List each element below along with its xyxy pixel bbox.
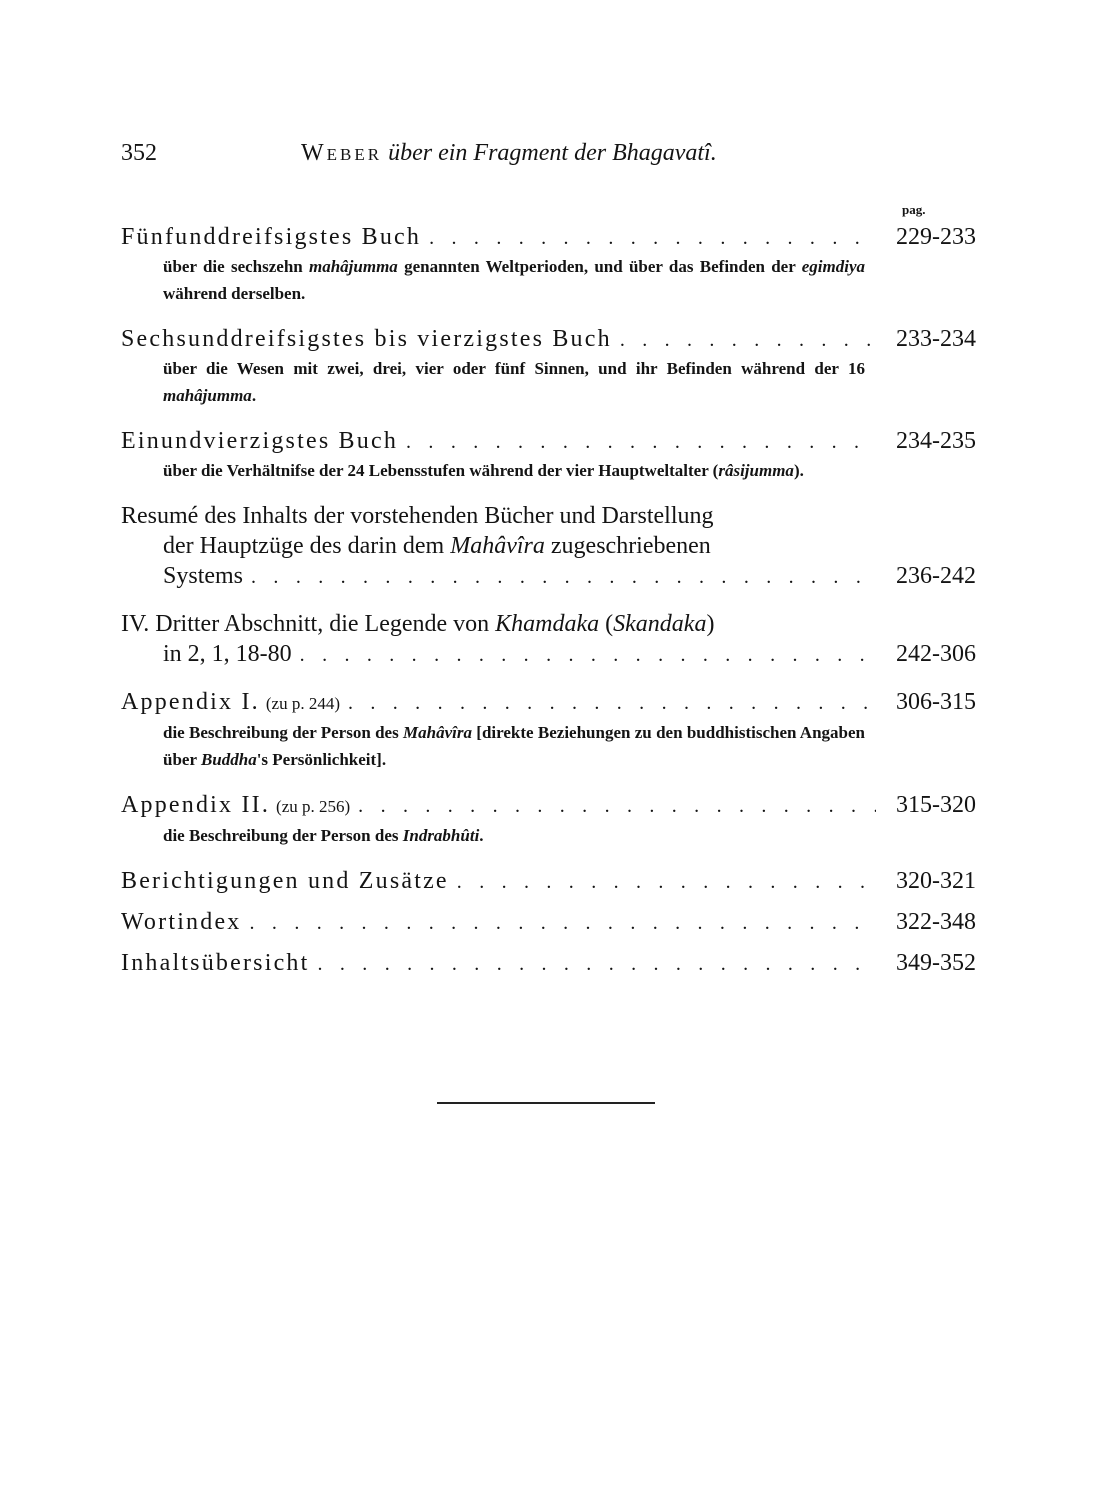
- toc-entry-title: Inhaltsübersicht: [121, 950, 310, 976]
- toc-entry-pages: 234-235: [896, 428, 976, 454]
- toc-entry-pages: 229-233: [896, 224, 976, 250]
- leader-dots: [348, 688, 876, 718]
- toc-entry-title: Appendix II. (zu p. 256): [121, 792, 351, 818]
- toc-entry: [121, 866, 976, 897]
- toc-entry: [121, 222, 976, 307]
- toc-entry-pages: 236-242: [896, 563, 976, 589]
- toc-entry-note: (zu p. 244): [265, 694, 340, 713]
- page-header: [121, 140, 981, 174]
- toc-entry-pages: 320-321: [896, 868, 976, 894]
- toc-entry: [121, 426, 976, 484]
- leader-dots: [251, 562, 876, 592]
- toc-entry-description: die Beschreibung der Person des Indrabhûti.: [163, 826, 484, 845]
- running-title-text: über ein Fragment der Bhagavatî.: [388, 140, 717, 166]
- toc-entry-title-line: in 2, 1, 18-80: [163, 641, 292, 667]
- leader-dots: [620, 325, 876, 355]
- toc-entry-title-line: der Hauptzüge des darin dem Mahâvîra zugeschriebenen: [163, 533, 711, 559]
- toc-entry-pages: 242-306: [896, 641, 976, 667]
- toc-entry-title-line: IV. Dritter Abschnitt, die Legende von Khamdaka (Skandaka): [121, 611, 715, 637]
- toc-entry: [121, 324, 976, 409]
- page-number: 352: [121, 140, 157, 166]
- toc-entry-pages: 315-320: [896, 792, 976, 818]
- toc-entry: [121, 948, 976, 979]
- toc-entry-title: Einundvierzigstes Buch: [121, 428, 399, 454]
- leader-dots: [358, 791, 876, 821]
- toc-entry-title: Appendix I. (zu p. 244): [121, 689, 340, 715]
- leader-dots: [406, 427, 876, 457]
- toc-entry-description: über die sechszehn mahâjumma genannten Weltperioden, und über das Befinden der egimdiya während derselben.: [163, 257, 865, 303]
- toc-entry: [121, 907, 976, 938]
- toc-entry-pages: 349-352: [896, 950, 976, 976]
- toc-entry-pages: 233-234: [896, 326, 976, 352]
- toc-entry-title: Berichtigungen und Zusätze: [121, 868, 449, 894]
- toc-entry-title: Wortindex: [121, 909, 242, 935]
- pag-label: pag.: [902, 202, 926, 217]
- toc-entry-title-line: Resumé des Inhalts der vorstehenden Bücher und Darstellung: [121, 503, 714, 529]
- leader-dots: [300, 640, 876, 670]
- leader-dots: [429, 223, 876, 253]
- toc-entry: [121, 687, 976, 773]
- toc-entry-pages: 322-348: [896, 909, 976, 935]
- toc-entry-pages: 306-315: [896, 689, 976, 715]
- toc-entry-note: (zu p. 256): [276, 797, 351, 816]
- toc-entry: [121, 501, 976, 592]
- leader-dots: [250, 908, 876, 938]
- leader-dots: [318, 949, 877, 979]
- table-of-contents: [121, 222, 976, 996]
- author-name: Weber: [301, 140, 383, 166]
- toc-entry-description: über die Verhältnifse der 24 Lebensstufen während der vier Hauptweltalter (râsijumma).: [163, 461, 804, 480]
- toc-entry-description: über die Wesen mit zwei, drei, vier oder fünf Sinnen, und ihr Befinden während der 16 mahâjumma.: [163, 359, 865, 405]
- toc-entry: [121, 609, 976, 670]
- closing-rule: [437, 1102, 655, 1104]
- toc-entry-title: Sechsunddreifsigstes bis vierzigstes Buch: [121, 326, 612, 352]
- toc-entry-title: Fünfunddreifsigstes Buch: [121, 224, 422, 250]
- leader-dots: [457, 867, 876, 897]
- toc-entry: [121, 790, 976, 849]
- running-title: [301, 140, 717, 167]
- toc-entry-description: die Beschreibung der Person des Mahâvîra [direkte Beziehungen zu den buddhistischen Angaben über Buddha's Persönlichkeit].: [163, 723, 865, 769]
- toc-entry-title-line: Systems: [163, 563, 244, 589]
